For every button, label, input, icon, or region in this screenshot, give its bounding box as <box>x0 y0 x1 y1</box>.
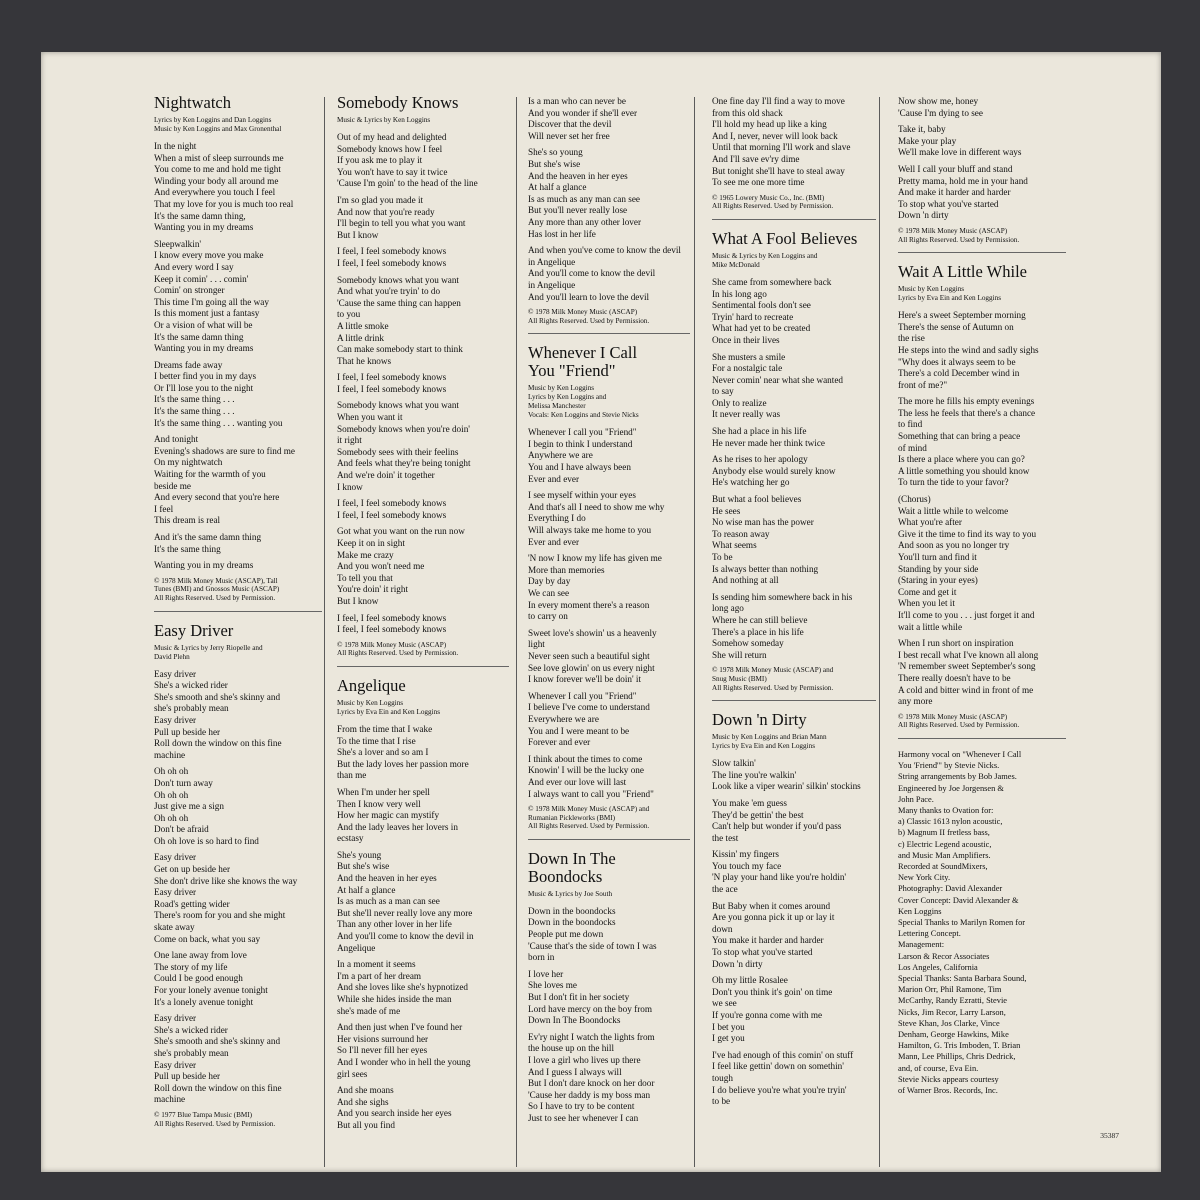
song-credits: Music by Ken Loggins Lyrics by Eva Ein and Ken Loggins <box>898 285 1002 303</box>
column-5 <box>898 96 1066 1196</box>
copyright-notice: © 1965 Lowery Music Co., Inc. (BMI) All Rights Reserved. Used by Permission. <box>712 193 834 211</box>
song-divider <box>528 333 690 334</box>
lyrics-stanza: In a moment it seems I'm a part of her dream And she loves like she's hypnotized While she hides inside the man she's made of me <box>337 959 469 1016</box>
song-title-down-n-dirty: Down 'n Dirty <box>712 710 807 730</box>
lyrics-stanza: Whenever I call you "Friend" I begin to think I understand Anywhere we are You and I have always been Ever and ever <box>528 427 637 484</box>
copyright-notice: © 1978 Milk Money Music (ASCAP) All Rights Reserved. Used by Permission. <box>898 712 1020 730</box>
lyrics-stanza: Now show me, honey 'Cause I'm dying to see <box>898 96 983 118</box>
lyrics-stanza: When I'm under her spell Then I know very well How her magic can mystify And the lady leaves her lovers in ecstasy <box>337 786 458 844</box>
lyrics-stanza: And then just when I've found her Her visions surround her So I'll never fill her eyes And I wonder who in hell the young girl sees <box>337 1022 471 1079</box>
copyright-notice: © 1978 Milk Money Music (ASCAP) All Rights Reserved. Used by Permission. <box>337 640 459 658</box>
lyrics-stanza: Somebody knows what you want When you want it Somebody knows when you're doin' it right Somebody sees with their feelins And feels what they're being tonight And we're doin' it together I know <box>337 400 471 492</box>
lyrics-stanza: The more he fills his empty evenings The less he feels that there's a chance to find Something that can bring a peace of mind Is there a place where you can go? A little something you should know To turn the tide to your favor? <box>898 396 1036 488</box>
copyright-notice: © 1977 Blue Tampa Music (BMI) All Rights Reserved. Used by Permission. <box>154 1110 276 1128</box>
lyrics-stanza: Out of my head and delighted Somebody knows how I feel If you ask me to play it You won't have to say it twice 'Cause I'm goin' to the head of the line <box>337 132 478 189</box>
lyrics-stanza: She musters a smile For a nostalgic tale Never comin' near what she wanted to say Only to realize It never really was <box>712 351 843 420</box>
song-divider <box>154 611 322 612</box>
album-sleeve <box>41 52 1161 1172</box>
copyright-notice: © 1978 Milk Money Music (ASCAP) All Rights Reserved. Used by Permission. <box>898 226 1020 244</box>
lyrics-stanza: 'N now I know my life has given me More than memories Day by day We can see In every moment there's a reason to carry on <box>528 553 662 622</box>
song-title-somebody-knows: Somebody Knows <box>337 94 459 112</box>
lyrics-stanza: And it's the same damn thing It's the same thing <box>154 532 262 554</box>
lyrics-stanza: But Baby when it comes around Are you gonna pick it up or lay it down You make it harder and harder To stop what you've started Down 'n dirty <box>712 900 835 969</box>
lyrics-stanza: I feel, I feel somebody knows I feel, I feel somebody knows <box>337 246 447 268</box>
lyrics-stanza: As he rises to her apology Anybody else would surely know He's watching her go <box>712 454 836 488</box>
lyrics-stanza: I feel, I feel somebody knows I feel, I feel somebody knows <box>337 612 447 635</box>
copyright-notice: © 1978 Milk Money Music (ASCAP) All Rights Reserved. Used by Permission. <box>528 308 650 325</box>
lyrics-stanza: I've had enough of this comin' on stuff I feel like gettin' down on somethin' tough I do believe you're what you're tryin' to be <box>712 1049 854 1107</box>
lyrics-stanza: From the time that I wake To the time that I rise She's a lover and so am I But the lady loves her passion more than me <box>337 723 469 781</box>
column-rule <box>694 97 695 1167</box>
song-divider <box>337 666 509 667</box>
song-credits: Music & Lyrics by Ken Loggins <box>337 116 431 124</box>
lyrics-stanza: Wanting you in my dreams <box>154 560 254 571</box>
lyrics-stanza: Dreams fade away I better find you in my days Or I'll lose you to the night It's the same thing . . . It's the same thing . . . It's the same thing . . . wanting you <box>154 359 283 428</box>
lyrics-stanza: Easy driver Get on up beside her She don't drive like she knows the way Easy driver Road's getting wider There's room for you and she might skate away Come on back, what you say <box>154 852 298 944</box>
copyright-notice: © 1978 Milk Money Music (ASCAP) and Snug Music (BMI) All Rights Reserved. Used by Permission. <box>712 666 834 692</box>
column-rule <box>879 97 880 1167</box>
column-rule <box>324 97 325 1167</box>
lyrics-stanza: But what a fool believes He sees No wise man has the power To reason away What seems To be Is always better than nothing And nothing at all <box>712 494 819 586</box>
lyrics-stanza: Is sending him somewhere back in his long ago Where he can still believe There's a place in his life Somehow someday She will return <box>712 591 853 660</box>
lyrics-stanza: In the night When a mist of sleep surrounds me You come to me and hold me tight Winding your body all around me And everywhere you touch I feel That my love for you is much too real It's the same damn thing, Wanting you in my dreams <box>154 141 294 233</box>
lyrics-stanza: Oh oh oh Don't turn away Oh oh oh Just give me a sign Oh oh oh Don't be afraid Oh oh love is so hard to find <box>154 766 259 846</box>
lyrics-stanza: And tonight Evening's shadows are sure to find me On my nightwatch Waiting for the warmth of you beside me And every second that you're here I feel This dream is real <box>154 434 295 526</box>
lyrics-stanza: Got what you want on the run now Keep it on in sight Make me crazy And you won't need me To tell you that You're doin' it right But I know <box>337 526 465 606</box>
lyrics-stanza: And when you've come to know the devil in Angelique And you'll come to know the devil in Angelique And you'll learn to love the devil <box>528 245 681 302</box>
lyrics-stanza: Sweet love's showin' us a heavenly light Never seen such a beautiful sight See love glowin' on us every night I know forever we'll be doin' it <box>528 627 657 685</box>
lyrics-stanza: (Chorus) Wait a little while to welcome What you're after Give it the time to find its way to you And soon as you no longer try You'll turn and find it Standing by your side (Staring in your eyes) Come and get it When you let it It'll come to you . . . just forget it and wait a little while <box>898 494 1037 632</box>
song-divider <box>528 839 690 840</box>
column-rule <box>516 97 517 1167</box>
lyrics-stanza: Down in the boondocks Down in the boondocks People put me down 'Cause that's the side of town I was born in <box>528 905 657 963</box>
column-3 <box>528 96 690 1196</box>
lyrics-stanza: I think about the times to come Knowin' I will be the lucky one And ever our love will last I always want to call you "Friend" <box>528 753 654 799</box>
lyrics-stanza: Slow talkin' The line you're walkin' Look like a viper wearin' silkin' stockins <box>712 758 861 792</box>
song-credits: Music & Lyrics by Ken Loggins and Mike McDonald <box>712 251 818 269</box>
lyrics-stanza: Well I call your bluff and stand Pretty mama, hold me in your hand And make it harder and harder To stop what you've started Down 'n dirty <box>898 163 1028 221</box>
song-credits: Music & Lyrics by Jerry Riopelle and David Plehn <box>154 643 263 661</box>
lyrics-stanza: She came from somewhere back In his long ago Sentimental fools don't see Tryin' hard to recreate What had yet to be created Once in their lives <box>712 276 832 345</box>
lyrics-stanza: I see myself within your eyes And that's all I need to show me why Everything I do Will always take me home to you Ever and ever <box>528 490 665 547</box>
song-title-whenever-i-call-you-friend: Whenever I Call You "Friend" <box>528 343 638 381</box>
lyrics-stanza: One fine day I'll find a way to move from this old shack I'll hold my head up like a king And I, never, never will look back Until that morning I'll work and slave And I'll save ev'ry dime But tonight she'll have to steal away To see me one more time <box>712 96 851 188</box>
lyrics-stanza: Is a man who can never be And you wonder if she'll ever Discover that the devil Will never set her free <box>528 96 638 141</box>
song-divider <box>712 219 876 220</box>
lyrics-stanza: And she moans And she sighs And you search inside her eyes But all you find <box>337 1085 452 1130</box>
lyrics-stanza: Ev'ry night I watch the lights from the house up on the hill I love a girl who lives up there And I guess I always will But I don't dare knock on her door 'Cause her daddy is my boss man So I have to try to be content Just to see her whenever I can <box>528 1031 655 1123</box>
lyrics-stanza: You make 'em guess They'd be gettin' the best Can't help but wonder if you'd pass the test <box>712 797 842 843</box>
lyrics-stanza: I feel, I feel somebody knows I feel, I feel somebody knows <box>337 372 447 394</box>
catalog-number: 35387 <box>1100 1131 1119 1140</box>
song-credits: Music by Ken Loggins Lyrics by Ken Loggins and Melissa Manchester Vocals: Ken Loggins and Stevie Nicks <box>528 384 639 420</box>
lyrics-stanza: She's so young But she's wise And the heaven in her eyes At half a glance Is as much as any man can see But you'll never really lose Any more than any other lover Has lost in her life <box>528 147 642 239</box>
column-1 <box>154 94 322 1194</box>
album-credits-notes: Harmony vocal on "Whenever I Call You 'Friend'" by Stevie Nicks. String arrangements by Bob James. Engineered by Joe Jorgensen & John Pace. Many thanks to Ovation for: a) Classic 1613 nylon acoustic, b) Magnum II fretless bass, c) Electric Legend acoustic, and Music Man Amplifiers. Recorded at SoundMixers, New York City. Photography: David Alexander Cover Concept: David Alexander & Ken Loggins Special Thanks to Marilyn Romen for Lettering Concept. Management: Larson & Recor Associates Los Angeles, California Special Thanks: Santa Barbara Sound, Marion Orr, Phil Ramone, Tim McCarthy, Randy Ezratti, Stevie Nicks, Jim Recor, Larry Larson, Steve Khan, Jos Clarke, Vince Denham, George Hawkins, Mike Hamilton, G. Tris Imboden, T. Brian Mann, Lee Phillips, Chris Dedrick, and, of course, Eva Ein. Stevie Nicks appears courtesy of Warner Bros. Records, Inc. <box>898 749 1027 1095</box>
song-title-what-a-fool-believes: What A Fool Believes <box>712 228 858 248</box>
column-4 <box>712 96 876 1196</box>
lyrics-stanza: I feel, I feel somebody knows I feel, I feel somebody knows <box>337 498 447 520</box>
lyrics-stanza: Oh my little Rosalee Don't you think it's goin' on time we see If you're gonna come with me I bet you I get you <box>712 975 833 1044</box>
lyrics-stanza: One lane away from love The story of my life Could I be good enough For your lonely avenue tonight It's a lonely avenue tonight <box>154 950 268 1007</box>
lyrics-stanza: When I run short on inspiration I best recall what I've known all along 'N remember sweet September's song There really doesn't have to be A cold and bitter wind in front of me any more <box>898 638 1039 707</box>
song-divider <box>898 252 1066 253</box>
song-credits: Music & Lyrics by Joe South <box>528 889 613 898</box>
copyright-notice: © 1978 Milk Money Music (ASCAP) and Rumanian Pickleworks (BMI) All Rights Reserved. Used by Permission. <box>528 805 650 831</box>
song-title-down-in-the-boondocks: Down In The Boondocks <box>528 848 616 886</box>
song-divider <box>712 700 876 701</box>
lyrics-stanza: I love her She loves me But I don't fit in her society Lord have mercy on the boy from Down In The Boondocks <box>528 968 652 1026</box>
lyrics-stanza: Whenever I call you "Friend" I believe I've come to understand Everywhere we are You and I were meant to be Forever and ever <box>528 690 650 748</box>
lyrics-stanza: Take it, baby Make your play We'll make love in different ways <box>898 124 1022 158</box>
song-credits: Music by Ken Loggins Lyrics by Eva Ein and Ken Loggins <box>337 698 441 716</box>
lyrics-stanza: Here's a sweet September morning There's the sense of Autumn on the rise He steps into the wind and sadly sighs "Why does it always seem to be There's a cold December wind in front of me?" <box>898 310 1039 390</box>
song-title-easy-driver: Easy Driver <box>154 620 234 640</box>
lyrics-stanza: I'm so glad you made it And now that you're ready I'll begin to tell you what you want But I know <box>337 194 466 240</box>
song-divider <box>898 738 1066 739</box>
lyrics-stanza: Somebody knows what you want And what you're tryin' to do 'Cause the same thing can happen to you A little smoke A little drink Can make somebody start to think That he knows <box>337 274 463 366</box>
lyrics-stanza: Easy driver She's a wicked rider She's smooth and she's skinny and she's probably mean Easy driver Pull up beside her Roll down the window on this fine machine <box>154 668 282 760</box>
lyrics-stanza: She had a place in his life He never made her think twice <box>712 426 826 448</box>
song-credits: Music by Ken Loggins and Brian Mann Lyrics by Eva Ein and Ken Loggins <box>712 733 827 751</box>
lyrics-stanza: Kissin' my fingers You touch my face 'N play your hand like you're holdin' the ace <box>712 849 847 895</box>
lyrics-stanza: She's young But she's wise And the heaven in her eyes At half a glance Is as much as a man can see But she'll never really love any more Than any other lover in her life And you'll come to know the devil in Angelique <box>337 849 474 953</box>
column-2 <box>337 94 509 1194</box>
song-title-nightwatch: Nightwatch <box>154 94 231 112</box>
lyrics-stanza: Easy driver She's a wicked rider She's smooth and she's skinny and she's probably mean Easy driver Pull up beside her Roll down the window on this fine machine <box>154 1013 282 1105</box>
song-title-wait-a-little-while: Wait A Little While <box>898 262 1027 282</box>
lyrics-stanza: Sleepwalkin' I know every move you make And every word I say Keep it comin' . . . comin' Comin' on stronger This time I'm going all the way Is this moment just a fantasy Or a vision of what will be It's the same damn thing Wanting you in my dreams <box>154 238 269 354</box>
copyright-notice: © 1978 Milk Money Music (ASCAP), Tall Tunes (BMI) and Gnossos Music (ASCAP) All Rights Reserved. Used by Permission. <box>154 576 280 602</box>
song-title-angelique: Angelique <box>337 675 406 695</box>
song-credits: Lyrics by Ken Loggins and Dan Loggins Music by Ken Loggins and Max Gronenthal <box>154 116 282 133</box>
